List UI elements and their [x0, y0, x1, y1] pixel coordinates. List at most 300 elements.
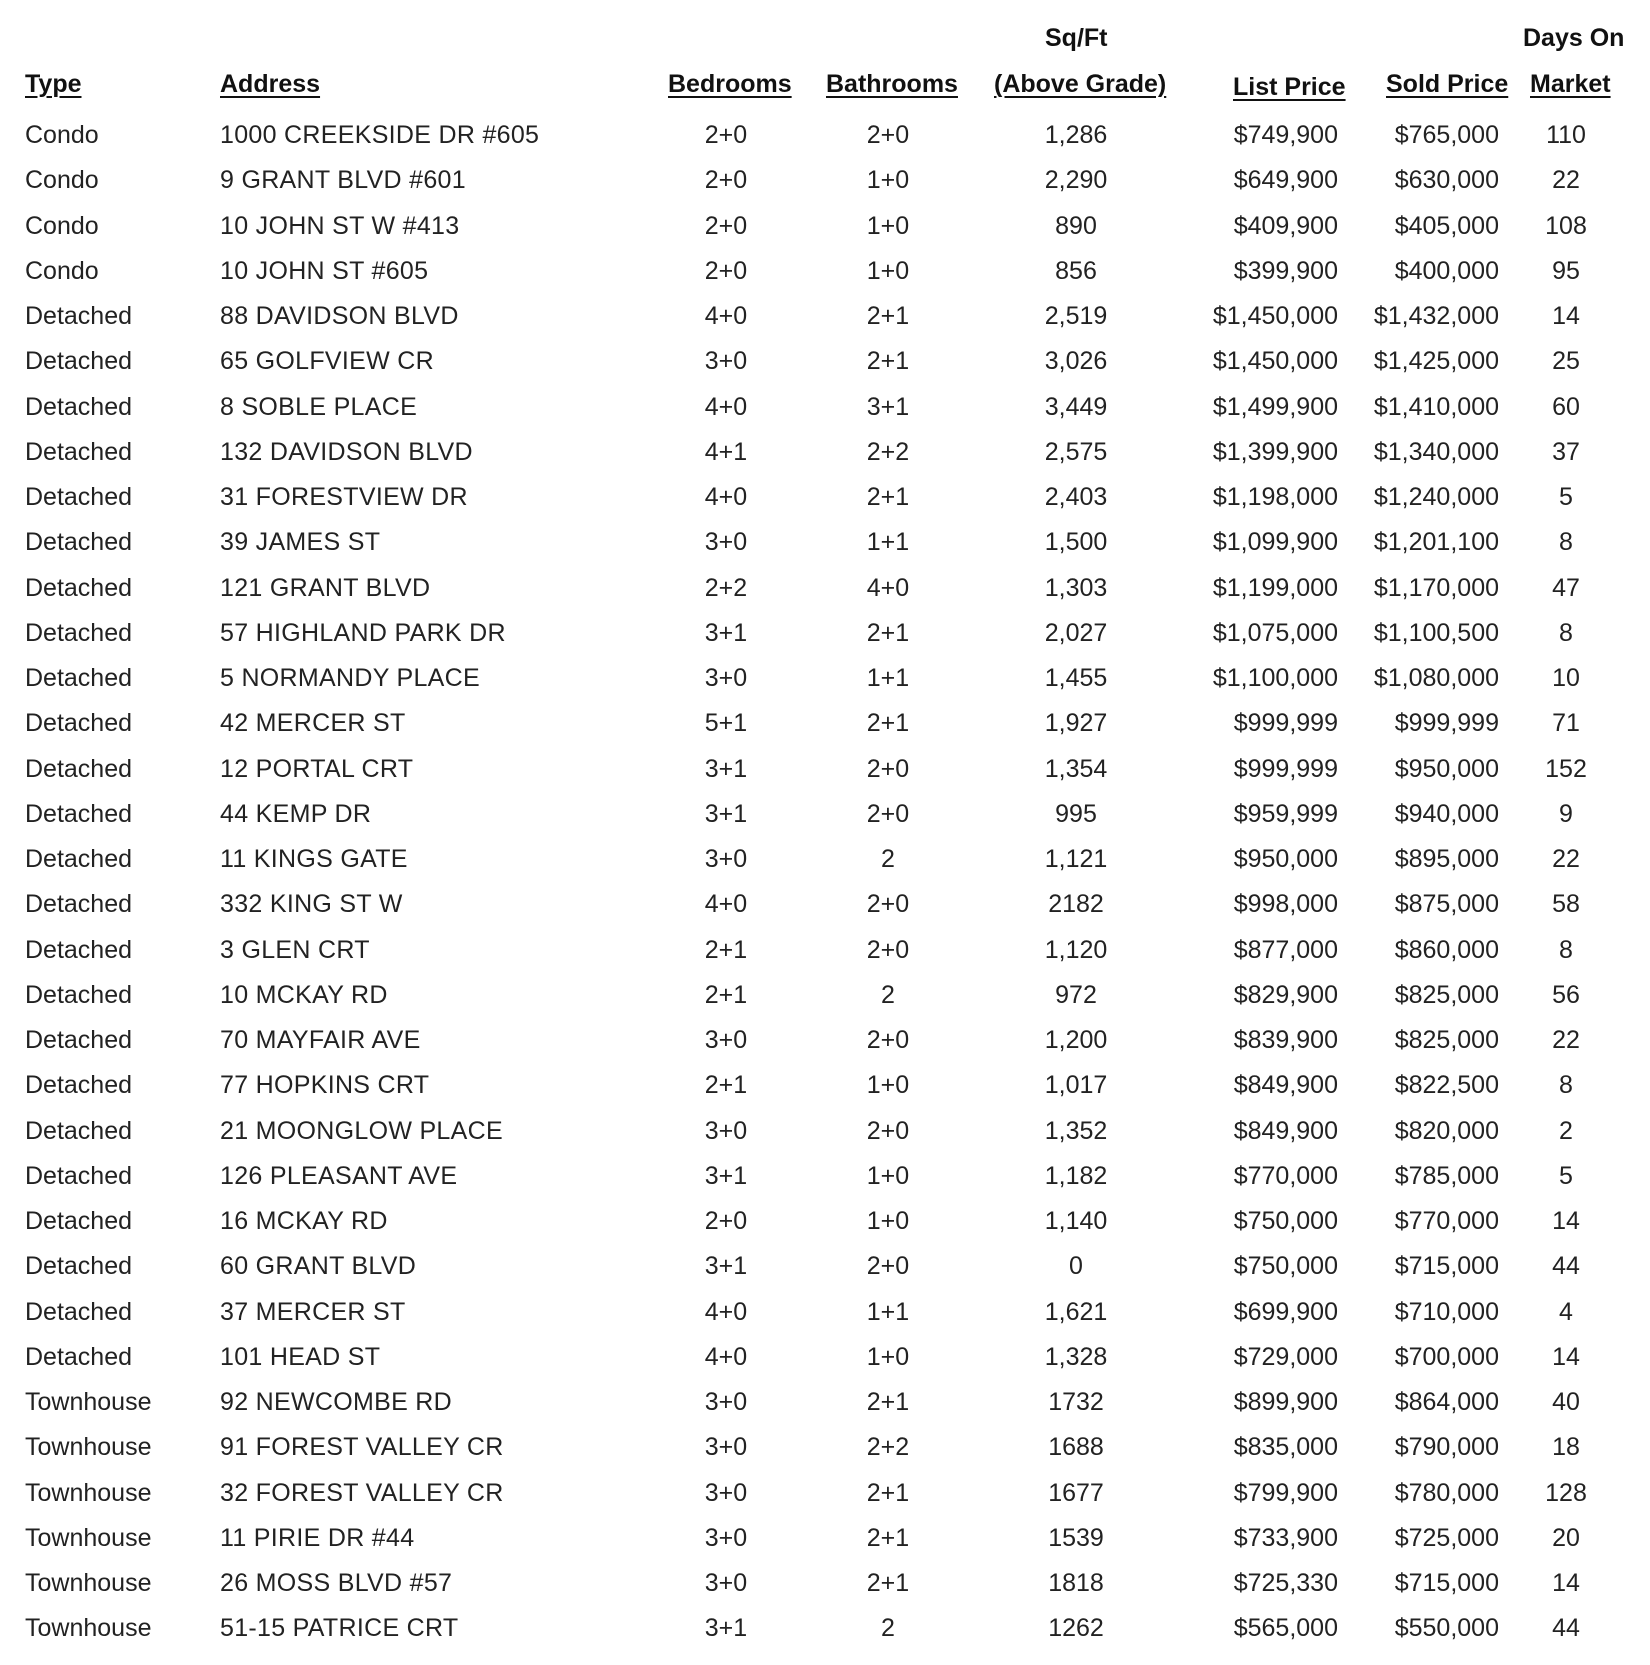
cell-sqft: 1,303	[1044, 573, 1108, 602]
cell-sqft: 1,328	[1044, 1342, 1108, 1371]
cell-days-on-market: 22	[1552, 845, 1580, 873]
cell-sold-price: $550,000	[1394, 1614, 1499, 1643]
cell-address: 9 GRANT BLVD #601	[220, 166, 466, 195]
table-row	[0, 574, 1650, 619]
cell-list-price: $899,900	[1233, 1388, 1338, 1416]
cell-sold-price: $770,000	[1394, 1207, 1499, 1235]
cell-type: Detached	[25, 618, 133, 647]
cell-bedrooms: 3+0	[704, 845, 748, 873]
cell-address: 332 KING ST W	[220, 890, 403, 919]
cell-bedrooms: 4+0	[704, 392, 748, 421]
cell-list-price: $725,330	[1233, 1569, 1338, 1597]
cell-list-price: $829,900	[1233, 980, 1338, 1009]
cell-bedrooms: 3+0	[704, 1388, 748, 1416]
table-row	[0, 347, 1650, 392]
cell-bedrooms: 2+1	[704, 980, 748, 1009]
cell-days-on-market: 9	[1559, 799, 1573, 828]
cell-address: 10 JOHN ST W #413	[220, 211, 460, 240]
cell-bedrooms: 3+1	[704, 618, 748, 647]
cell-address: 26 MOSS BLVD #57	[220, 1569, 453, 1597]
cell-bedrooms: 4+0	[704, 302, 748, 330]
cell-bathrooms: 2+1	[866, 618, 910, 647]
cell-sqft: 2,403	[1044, 483, 1108, 511]
header-bedrooms: Bedrooms	[668, 70, 792, 98]
cell-bedrooms: 3+1	[704, 754, 748, 783]
cell-type: Townhouse	[25, 1433, 152, 1462]
cell-sold-price: $825,000	[1394, 980, 1499, 1009]
cell-address: 10 JOHN ST #605	[220, 256, 429, 285]
cell-list-price: $849,900	[1233, 1071, 1338, 1100]
cell-sold-price: $875,000	[1394, 890, 1499, 919]
cell-list-price: $835,000	[1233, 1433, 1338, 1462]
cell-bathrooms: 2+0	[866, 754, 910, 783]
cell-sqft: 1,354	[1044, 754, 1108, 783]
cell-bedrooms: 4+0	[704, 1297, 748, 1326]
cell-bathrooms: 3+1	[866, 392, 910, 421]
cell-type: Detached	[25, 980, 133, 1009]
cell-bedrooms: 2+1	[704, 1071, 748, 1100]
cell-bathrooms: 2+1	[866, 483, 910, 511]
table-row	[0, 166, 1650, 211]
cell-bedrooms: 4+0	[704, 483, 748, 511]
cell-sold-price: $790,000	[1394, 1433, 1499, 1462]
cell-bathrooms: 1+1	[866, 1297, 910, 1326]
cell-bedrooms: 3+0	[704, 1433, 748, 1462]
table-row	[0, 1388, 1650, 1433]
table-row	[0, 1343, 1650, 1388]
cell-sqft: 2,519	[1044, 302, 1108, 330]
cell-address: 51-15 PATRICE CRT	[220, 1614, 459, 1643]
cell-bathrooms: 2+1	[866, 1478, 910, 1507]
cell-list-price: $649,900	[1233, 166, 1338, 195]
cell-address: 31 FORESTVIEW DR	[220, 483, 468, 511]
cell-bathrooms: 2+0	[866, 890, 910, 919]
cell-days-on-market: 128	[1545, 1478, 1587, 1507]
table-row	[0, 1071, 1650, 1116]
cell-sqft: 2182	[1048, 890, 1104, 919]
cell-bedrooms: 4+0	[704, 1342, 748, 1371]
cell-type: Detached	[25, 1207, 133, 1235]
cell-list-price: $699,900	[1233, 1297, 1338, 1326]
cell-sold-price: $999,999	[1394, 709, 1499, 738]
cell-list-price: $1,399,900	[1212, 437, 1338, 466]
cell-sqft: 1677	[1048, 1478, 1104, 1507]
cell-list-price: $849,900	[1233, 1116, 1338, 1145]
header-dom-line2: Market	[1530, 70, 1611, 98]
cell-type: Detached	[25, 528, 133, 557]
cell-type: Townhouse	[25, 1569, 152, 1597]
cell-type: Detached	[25, 573, 133, 602]
cell-type: Detached	[25, 754, 133, 783]
cell-address: 91 FOREST VALLEY CR	[220, 1433, 504, 1462]
cell-address: 126 PLEASANT AVE	[220, 1161, 458, 1190]
table-row	[0, 1479, 1650, 1524]
table-row	[0, 1026, 1650, 1071]
cell-bedrooms: 3+0	[704, 1478, 748, 1507]
cell-list-price: $950,000	[1233, 845, 1338, 873]
table-row	[0, 1569, 1650, 1614]
cell-address: 39 JAMES ST	[220, 528, 381, 557]
table-row	[0, 1524, 1650, 1569]
cell-type: Detached	[25, 483, 133, 511]
cell-address: 42 MERCER ST	[220, 709, 406, 738]
cell-sold-price: $1,170,000	[1373, 573, 1499, 602]
cell-address: 11 PIRIE DR #44	[220, 1523, 415, 1552]
cell-days-on-market: 152	[1545, 754, 1587, 783]
cell-sqft: 1,927	[1044, 709, 1108, 738]
table-row	[0, 800, 1650, 845]
cell-sqft: 1,352	[1044, 1116, 1108, 1145]
cell-sold-price: $400,000	[1394, 256, 1499, 285]
cell-bedrooms: 2+0	[704, 121, 748, 149]
cell-days-on-market: 25	[1552, 347, 1580, 376]
cell-address: 3 GLEN CRT	[220, 935, 370, 964]
cell-bedrooms: 3+0	[704, 1116, 748, 1145]
cell-type: Detached	[25, 392, 133, 421]
cell-sold-price: $765,000	[1394, 121, 1499, 149]
cell-list-price: $1,100,000	[1212, 664, 1338, 692]
table-row	[0, 1207, 1650, 1252]
cell-sqft: 1,200	[1044, 1026, 1108, 1054]
table-row	[0, 1433, 1650, 1478]
cell-sqft: 2,027	[1044, 618, 1108, 647]
cell-sold-price: $1,425,000	[1373, 347, 1499, 376]
cell-list-price: $770,000	[1233, 1161, 1338, 1190]
cell-type: Townhouse	[25, 1523, 152, 1552]
cell-type: Detached	[25, 302, 133, 330]
cell-list-price: $749,900	[1233, 121, 1338, 149]
header-sqft-line2: (Above Grade)	[994, 70, 1167, 98]
cell-address: 70 MAYFAIR AVE	[220, 1026, 421, 1054]
cell-days-on-market: 22	[1552, 166, 1580, 195]
cell-days-on-market: 110	[1546, 121, 1586, 149]
cell-sqft: 1688	[1048, 1433, 1104, 1462]
cell-sold-price: $785,000	[1394, 1161, 1499, 1190]
cell-type: Detached	[25, 1161, 133, 1190]
cell-bedrooms: 3+0	[704, 528, 748, 557]
cell-bathrooms: 2	[881, 1614, 895, 1643]
cell-address: 44 KEMP DR	[220, 799, 372, 828]
table-row	[0, 664, 1650, 709]
cell-bathrooms: 1+0	[866, 1342, 910, 1371]
cell-days-on-market: 2	[1559, 1116, 1573, 1145]
cell-bathrooms: 2+2	[866, 1433, 910, 1462]
cell-type: Condo	[25, 256, 99, 285]
cell-list-price: $750,000	[1233, 1252, 1338, 1281]
cell-bathrooms: 1+1	[866, 528, 910, 557]
cell-bathrooms: 2+1	[866, 709, 910, 738]
cell-sqft: 1732	[1048, 1388, 1104, 1416]
cell-type: Condo	[25, 211, 99, 240]
cell-bedrooms: 3+0	[704, 664, 748, 692]
cell-bathrooms: 2+1	[866, 1569, 910, 1597]
cell-sqft: 1,017	[1044, 1071, 1108, 1100]
cell-type: Townhouse	[25, 1388, 152, 1416]
cell-bathrooms: 2+0	[866, 935, 910, 964]
cell-list-price: $998,000	[1233, 890, 1338, 919]
cell-bathrooms: 4+0	[866, 573, 910, 602]
cell-bathrooms: 1+0	[866, 1207, 910, 1235]
cell-days-on-market: 108	[1545, 211, 1587, 240]
cell-bathrooms: 2	[881, 845, 895, 873]
cell-bathrooms: 2+0	[866, 1252, 910, 1281]
header-sqft-line1: Sq/Ft	[1045, 24, 1108, 52]
cell-type: Detached	[25, 1297, 133, 1326]
cell-bedrooms: 3+1	[704, 799, 748, 828]
cell-sold-price: $1,080,000	[1373, 664, 1499, 692]
cell-type: Detached	[25, 890, 133, 919]
cell-days-on-market: 22	[1552, 1026, 1580, 1054]
cell-sold-price: $1,240,000	[1373, 483, 1499, 511]
cell-bathrooms: 2+2	[866, 437, 910, 466]
table-row	[0, 528, 1650, 573]
cell-sold-price: $860,000	[1394, 935, 1499, 964]
cell-list-price: $750,000	[1233, 1207, 1338, 1235]
table-row	[0, 438, 1650, 483]
cell-type: Detached	[25, 664, 133, 692]
table-row	[0, 1252, 1650, 1297]
cell-days-on-market: 8	[1559, 528, 1573, 557]
cell-sqft: 0	[1069, 1252, 1083, 1281]
cell-type: Detached	[25, 709, 133, 738]
cell-address: 60 GRANT BLVD	[220, 1252, 417, 1281]
cell-bathrooms: 2+1	[866, 1388, 910, 1416]
cell-address: 101 HEAD ST	[220, 1342, 381, 1371]
cell-days-on-market: 4	[1559, 1297, 1573, 1326]
cell-type: Detached	[25, 1342, 133, 1371]
cell-sold-price: $700,000	[1394, 1342, 1499, 1371]
cell-sold-price: $710,000	[1394, 1297, 1499, 1326]
cell-bedrooms: 2+0	[704, 166, 748, 195]
cell-bathrooms: 2+0	[866, 1116, 910, 1145]
cell-sqft: 1262	[1048, 1614, 1104, 1643]
cell-type: Condo	[25, 166, 99, 195]
cell-address: 37 MERCER ST	[220, 1297, 406, 1326]
cell-sqft: 3,449	[1044, 392, 1108, 421]
cell-address: 57 HIGHLAND PARK DR	[220, 618, 506, 647]
cell-days-on-market: 58	[1552, 890, 1580, 919]
header-sold-price: Sold Price	[1386, 70, 1509, 98]
cell-list-price: $1,450,000	[1212, 302, 1338, 330]
cell-days-on-market: 14	[1552, 1569, 1580, 1597]
table-body	[0, 121, 1650, 1660]
cell-days-on-market: 20	[1552, 1523, 1580, 1552]
cell-days-on-market: 60	[1552, 392, 1580, 421]
cell-bathrooms: 2+1	[866, 302, 910, 330]
cell-type: Detached	[25, 845, 133, 873]
cell-days-on-market: 47	[1552, 573, 1580, 602]
cell-sold-price: $780,000	[1394, 1478, 1499, 1507]
cell-address: 8 SOBLE PLACE	[220, 392, 418, 421]
table-row	[0, 1117, 1650, 1162]
cell-list-price: $409,900	[1233, 211, 1338, 240]
cell-days-on-market: 8	[1559, 1071, 1573, 1100]
cell-days-on-market: 5	[1559, 1161, 1573, 1190]
cell-sqft: 1818	[1048, 1569, 1104, 1597]
table-row	[0, 121, 1650, 166]
cell-list-price: $1,199,000	[1212, 573, 1338, 602]
cell-bathrooms: 1+1	[866, 664, 910, 692]
table-row	[0, 393, 1650, 438]
cell-bathrooms: 2+0	[866, 799, 910, 828]
table-row	[0, 1298, 1650, 1343]
cell-sqft: 995	[1055, 799, 1097, 828]
table-row	[0, 1614, 1650, 1659]
cell-address: 21 MOONGLOW PLACE	[220, 1116, 503, 1145]
table-row	[0, 936, 1650, 981]
cell-type: Detached	[25, 799, 133, 828]
cell-days-on-market: 40	[1552, 1388, 1580, 1416]
cell-bedrooms: 3+0	[704, 1523, 748, 1552]
cell-sold-price: $825,000	[1394, 1026, 1499, 1054]
cell-bedrooms: 4+0	[704, 890, 748, 919]
cell-bedrooms: 2+0	[704, 1207, 748, 1235]
cell-sqft: 1,621	[1044, 1297, 1108, 1326]
table-row	[0, 257, 1650, 302]
cell-bedrooms: 3+1	[704, 1252, 748, 1281]
cell-type: Detached	[25, 347, 133, 376]
cell-sqft: 1,500	[1044, 528, 1108, 557]
cell-days-on-market: 10	[1552, 664, 1580, 692]
cell-sold-price: $1,201,100	[1373, 528, 1499, 557]
cell-address: 132 DAVIDSON BLVD	[220, 437, 473, 466]
table-row	[0, 709, 1650, 754]
cell-list-price: $999,999	[1233, 754, 1338, 783]
cell-address: 1000 CREEKSIDE DR #605	[220, 121, 540, 149]
header-dom-line1: Days On	[1523, 24, 1625, 52]
table-row	[0, 845, 1650, 890]
cell-address: 121 GRANT BLVD	[220, 573, 431, 602]
cell-days-on-market: 44	[1552, 1614, 1580, 1643]
cell-address: 16 MCKAY RD	[220, 1207, 388, 1235]
cell-sold-price: $725,000	[1394, 1523, 1499, 1552]
cell-sqft: 1,120	[1044, 935, 1108, 964]
cell-address: 92 NEWCOMBE RD	[220, 1388, 453, 1416]
table-row	[0, 619, 1650, 664]
cell-type: Detached	[25, 1116, 133, 1145]
cell-bathrooms: 1+0	[866, 1071, 910, 1100]
cell-sold-price: $864,000	[1394, 1388, 1499, 1416]
cell-sqft: 2,290	[1044, 166, 1108, 195]
cell-days-on-market: 56	[1552, 980, 1580, 1009]
cell-address: 77 HOPKINS CRT	[220, 1071, 430, 1100]
cell-bedrooms: 2+0	[704, 211, 748, 240]
cell-address: 12 PORTAL CRT	[220, 754, 414, 783]
cell-days-on-market: 14	[1552, 302, 1580, 330]
cell-bathrooms: 2+1	[866, 347, 910, 376]
cell-sqft: 3,026	[1044, 347, 1108, 376]
table-row	[0, 755, 1650, 800]
cell-days-on-market: 8	[1559, 935, 1573, 964]
cell-sold-price: $630,000	[1394, 166, 1499, 195]
cell-list-price: $799,900	[1233, 1478, 1338, 1507]
cell-address: 10 MCKAY RD	[220, 980, 388, 1009]
cell-bedrooms: 3+1	[704, 1161, 748, 1190]
cell-bathrooms: 2+0	[866, 1026, 910, 1054]
cell-list-price: $565,000	[1233, 1614, 1338, 1643]
cell-sqft: 1,286	[1044, 121, 1108, 149]
header-list-price: List Price	[1233, 73, 1346, 101]
cell-list-price: $999,999	[1233, 709, 1338, 738]
table-row	[0, 302, 1650, 347]
cell-sqft: 856	[1055, 256, 1097, 285]
cell-bedrooms: 3+1	[704, 1614, 748, 1643]
cell-days-on-market: 8	[1559, 618, 1573, 647]
cell-sold-price: $715,000	[1394, 1569, 1499, 1597]
cell-type: Detached	[25, 935, 133, 964]
cell-address: 5 NORMANDY PLACE	[220, 664, 480, 692]
cell-sqft: 890	[1055, 211, 1097, 240]
cell-list-price: $1,450,000	[1212, 347, 1338, 376]
table-row	[0, 212, 1650, 257]
cell-days-on-market: 37	[1552, 437, 1580, 466]
cell-sqft: 1,455	[1044, 664, 1108, 692]
cell-sold-price: $950,000	[1394, 754, 1499, 783]
cell-bathrooms: 2+0	[866, 121, 910, 149]
cell-bedrooms: 2+1	[704, 935, 748, 964]
cell-type: Detached	[25, 1071, 133, 1100]
cell-list-price: $733,900	[1233, 1523, 1338, 1552]
cell-type: Detached	[25, 437, 133, 466]
cell-type: Detached	[25, 1252, 133, 1281]
cell-list-price: $959,999	[1233, 799, 1338, 828]
cell-sqft: 1,140	[1044, 1207, 1108, 1235]
cell-days-on-market: 71	[1552, 709, 1580, 738]
cell-sold-price: $1,100,500	[1373, 618, 1499, 647]
cell-list-price: $839,900	[1233, 1026, 1338, 1054]
cell-sold-price: $715,000	[1394, 1252, 1499, 1281]
cell-list-price: $877,000	[1233, 935, 1338, 964]
cell-days-on-market: 95	[1552, 256, 1580, 285]
cell-bathrooms: 1+0	[866, 166, 910, 195]
cell-bathrooms: 1+0	[866, 211, 910, 240]
cell-days-on-market: 18	[1552, 1433, 1580, 1462]
cell-bathrooms: 1+0	[866, 256, 910, 285]
cell-sold-price: $822,500	[1394, 1071, 1499, 1100]
table-row	[0, 890, 1650, 935]
cell-list-price: $1,499,900	[1212, 392, 1338, 421]
cell-bedrooms: 3+0	[704, 1026, 748, 1054]
cell-sold-price: $1,340,000	[1373, 437, 1499, 466]
cell-sqft: 2,575	[1044, 437, 1108, 466]
cell-bathrooms: 2	[881, 980, 895, 1009]
cell-bedrooms: 5+1	[704, 709, 748, 738]
cell-type: Detached	[25, 1026, 133, 1054]
cell-list-price: $1,099,900	[1212, 528, 1338, 557]
cell-type: Condo	[25, 121, 99, 149]
cell-list-price: $729,000	[1233, 1342, 1338, 1371]
cell-bedrooms: 3+0	[704, 1569, 748, 1597]
cell-list-price: $1,075,000	[1212, 618, 1338, 647]
cell-sold-price: $895,000	[1394, 845, 1499, 873]
header-address: Address	[220, 70, 321, 98]
cell-bathrooms: 2+1	[866, 1523, 910, 1552]
cell-sold-price: $820,000	[1394, 1116, 1499, 1145]
cell-type: Townhouse	[25, 1614, 152, 1643]
cell-address: 88 DAVIDSON BLVD	[220, 302, 459, 330]
header-type: Type	[25, 70, 82, 98]
cell-bedrooms: 4+1	[704, 437, 748, 466]
header-bathrooms: Bathrooms	[826, 70, 958, 98]
cell-bedrooms: 3+0	[704, 347, 748, 376]
cell-list-price: $1,198,000	[1212, 483, 1338, 511]
cell-sqft: 972	[1055, 980, 1097, 1009]
cell-days-on-market: 14	[1552, 1342, 1580, 1371]
cell-sqft: 1,121	[1044, 845, 1108, 873]
cell-days-on-market: 5	[1559, 483, 1573, 511]
cell-sqft: 1539	[1048, 1523, 1104, 1552]
cell-sold-price: $405,000	[1394, 211, 1499, 240]
